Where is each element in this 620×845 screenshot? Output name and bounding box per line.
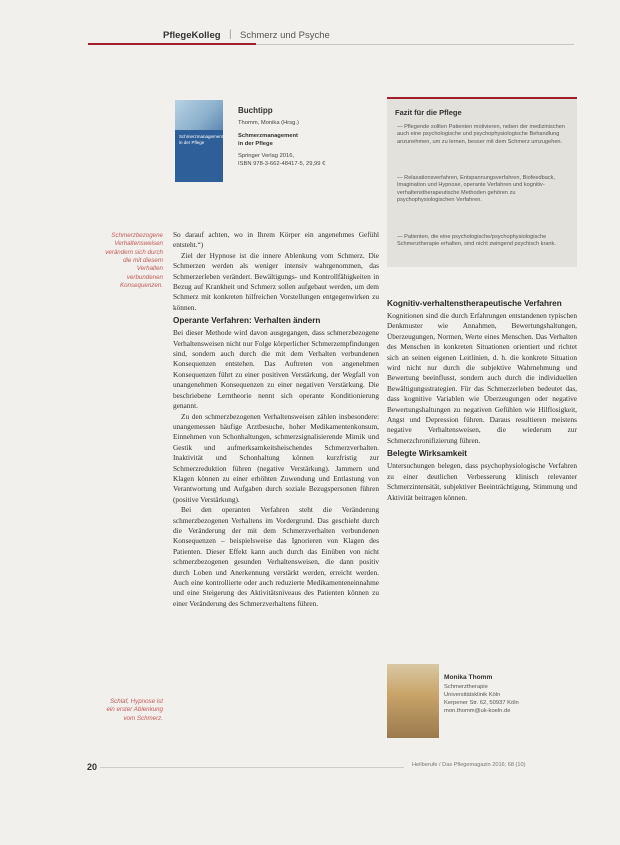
conclusion-item: — Relaxationsverfahren, Entspannungsverfahren, Biofeedback, Imagination und Hypnose, operante Verfahren und kognitiv-verhaltenstherapeutische Methoden gehören zu psychophysiologischen Verfahren. <box>397 175 555 203</box>
footer-rule <box>100 767 404 768</box>
subheading: Kognitiv-verhaltenstherapeutische Verfahren <box>387 299 562 308</box>
paragraph: Bei den operanten Verfahren steht die Veränderung schmerzbezogenen Verhaltens im Vordergrund. Das geschieht durch die Veränderung der mit dem Schmerzverhalten verbundenen Konsequenzen – beispielsweise das Ignorieren von Klagen des Patienten. Dieser Effekt kann auch durch das Einüben von nicht schmerzbezogenen gesunden Verhaltensweisen, die dann positiv durch Loben und Anerkennung verstärkt werden, erreicht werden. Auch eine kontrollierte oder auch reduzierte Medikamenteneinnahme und eine Steigerung des Aktivitätsniveaus des Patienten können zu einer Veränderung des Schmerzverhaltens führen. <box>173 505 379 608</box>
cover-title: Schmerzmanagement in der Pflege <box>179 134 224 145</box>
paragraph: Kognitionen sind die durch Erfahrungen entstandenen typischen Denkmuster wie Annahmen, Bewertungshaltungen, Überzeugungen, Normen, Werte eines Menschen. Das Verhalten des Menschen in konkreten Situationen orientiert und richtet sich an seinen eigenen Leitlinien, d. h. die konkrete Situation wird nicht nur durch die subjektive Wahrnehmung und Bewertung beeinflusst, sondern auch durch die individuellen Bewältigungsstrategien. Für das Schmerzerleben bedeutet das, dass kognitive Variablen wie Überzeugungen oder negative Bewertungshaltungen zu negativen Gefühlen wie Hilflosigkeit, Angst und Depression führen. Daraus resultieren meistens negative Verhaltensweisen, die wiederum zur Schmerzchronifizierung führen. <box>387 311 577 445</box>
conclusion-item: — Pflegende sollten Patienten motivieren, neben der medizinischen auch eine psychologische und psychophysiologische Behandlung anzunehmen, um zu lernen, besser mit dem Schmerz umzugehen. <box>397 124 565 145</box>
author-detail: Kerpener Str. 62, 50937 Köln <box>444 700 519 706</box>
header-rule-accent <box>88 43 256 45</box>
book-tip-label: Buchtipp <box>238 106 273 115</box>
footer-journal: Heilberufe / Das Pflegemagazin 2016; 68 (10) <box>412 762 526 768</box>
paragraph: Ziel der Hypnose ist die innere Ablenkung vom Schmerz. Die Schmerzen werden als weniger intensiv wahrgenommen, das Schmerzerleben verändert. Bewältigungs- und Kontrollfähigkeiten in Bezug auf Krankheit und Schmerz sollen aufgebaut werden, um dem Schmerz mit konkreten hilfreichen Vorstellungen entgegenwirken zu können. <box>173 250 379 312</box>
author-detail: Universitätsklinik Köln <box>444 692 501 698</box>
right-text-column <box>387 296 577 503</box>
author-email: mon.thomm@uk-koeln.de <box>444 708 511 714</box>
margin-quote: Schmerzbezogene Verhaltensweisen verändern sich durch die mit diesem Verhalten verbundenen Konsequenzen. <box>105 232 163 290</box>
journal-brand: PflegeKolleg <box>163 30 221 41</box>
left-text-column <box>173 230 379 609</box>
page-header <box>155 28 575 50</box>
book-author: Thomm, Monika (Hrsg.) <box>238 120 299 126</box>
conclusion-item: — Patienten, die eine psychologische/psychophysiologische Schmerztherapie erhalten, sind nicht zwingend psychisch krank. <box>397 234 556 248</box>
paragraph: Bei dieser Methode wird davon ausgegangen, dass schmerzbezogene Verhaltensweisen nicht nur Folge körperlicher Schmerzempfindungen sind, sondern auch durch die mit dem Verhalten verbundenen Konsequenzen entstehen. Das Auftreten von angenehmen Konsequenzen führt zu einer positiven Verstärkung, der Wegfall von unangenehmen Konsequenzen zu einer negativen Verstärkung. Die beschriebene Lerntheorie nennt sich operante Konditionierung genannt. <box>173 328 379 411</box>
book-tip <box>170 96 375 191</box>
book-cover-image <box>175 100 223 182</box>
margin-quote: Schlaf, Hypnose ist ein erster Ablenkung vom Schmerz. <box>106 698 163 722</box>
author-detail: Schmerztherapie <box>444 684 488 690</box>
section-title: Schmerz und Psyche <box>240 30 330 41</box>
header-rule <box>256 44 574 45</box>
author-name: Monika Thomm <box>444 674 493 681</box>
book-title-line1: Schmerzmanagement <box>238 133 298 139</box>
paragraph: Untersuchungen belegen, dass psychophysiologische Verfahren zu einer deutlichen Verbesserung klinisch relevanter Schmerzintensität, subjektiver Beeinträchtigung, Stimmung und Aktivität beitragen können. <box>387 461 577 502</box>
paragraph: Zu den schmerzbezogenen Verhaltensweisen zählen insbesondere: unangemessen häufige Arztbesuche, hoher Medikamentenkonsum, Einnehmen von Schonhaltungen, schmerzsignalisierende Mimik und Gestik und aufmerksamkeitsheischendes Schmerzverhalten. Inaktivität und Schonhaltung können kurzfristig zur Schmerzreduktion führen (negative Verstärkung). Jammern und Klagen können zu einer erhöhten Zuwendung und Entlastung von Verantwortung und Aufgaben durch soziale Bezugspersonen führen (positive Verstärkung). <box>173 411 379 504</box>
book-isbn: ISBN 978-3-662-48417-5, 29,99 € <box>238 161 326 167</box>
header-separator: | <box>229 29 232 40</box>
page-number: 20 <box>87 762 98 772</box>
subheading: Belegte Wirksamkeit <box>387 449 468 459</box>
paragraph: So darauf achten, wo in Ihrem Körper ein angenehmes Gefühl entsteht.“) <box>173 230 379 250</box>
subheading: Operante Verfahren: Verhalten ändern <box>173 316 321 326</box>
conclusion-box <box>387 97 577 267</box>
book-title-line2: in der Pflege <box>238 141 273 147</box>
conclusion-title: Fazit für die Pflege <box>395 108 462 117</box>
book-publisher: Springer Verlag 2016, <box>238 153 295 159</box>
author-photo <box>387 664 439 738</box>
author-box <box>387 664 577 742</box>
cover-photo <box>175 100 223 130</box>
